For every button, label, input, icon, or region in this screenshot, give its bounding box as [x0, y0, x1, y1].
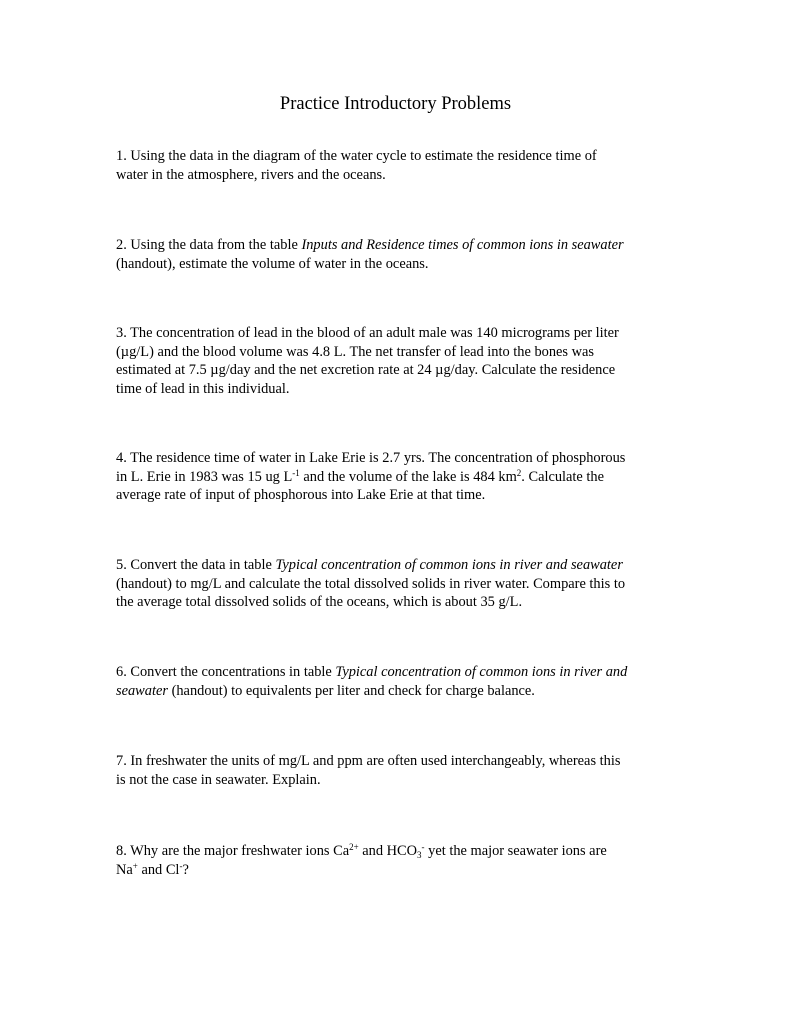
problem-2-table-title: Inputs and Residence times of common ions in seawater [301, 237, 624, 253]
problem-8-line-2 [116, 861, 686, 880]
problem-6 [116, 663, 686, 700]
problem-8-text-d: Na [116, 861, 133, 878]
problem-2-text: 2. Using the data from the table [116, 237, 302, 253]
problem-7-line-2: is not the case in seawater. Explain. [116, 771, 321, 788]
problem-5-line-1 [116, 556, 686, 575]
problem-8-text-f: ? [182, 861, 189, 878]
problem-8-text-b: and HCO [358, 843, 418, 859]
superscript-two-plus: 2+ [349, 842, 359, 852]
problem-8-text-e: and Cl [137, 861, 180, 878]
superscript-plus: + [132, 860, 138, 871]
problem-6-line-2 [116, 682, 686, 701]
superscript-two: 2 [516, 467, 522, 478]
problem-5 [116, 556, 686, 612]
problem-8-text-a: 8. Why are the major freshwater ions Ca [116, 843, 350, 859]
problem-7 [116, 752, 686, 789]
problem-3-line-3: estimated at 7.5 µg/day and the net excretion rate at 24 µg/day. Calculate the residence [116, 362, 616, 378]
problem-8-line-1 [116, 842, 686, 861]
problem-3-line-4: time of lead in this individual. [116, 380, 290, 397]
problem-4-line-3: average rate of input of phosphorous into Lake Erie at that time. [116, 487, 486, 503]
problem-8-text-c: yet the major seawater ions are [424, 843, 607, 859]
problem-4-text-b: and the volume of the lake is 484 km [299, 468, 517, 485]
problem-2-line-1 [116, 236, 686, 255]
problem-4-line-1: 4. The residence time of water in Lake Erie is 2.7 yrs. The concentration of phosphorous [116, 450, 626, 466]
page-title: Practice Introductory Problems [279, 94, 512, 114]
problem-5-line-2: (handout) to mg/L and calculate the total dissolved solids in river water. Compare this to [116, 575, 626, 592]
problem-6-text-b: (handout) to equivalents per liter and check for charge balance. [167, 682, 535, 699]
problem-4-line-2 [116, 468, 686, 487]
superscript-minus: - [421, 842, 425, 852]
problem-5-table-title: Typical concentration of common ions in river and seawater [275, 557, 623, 573]
problem-4-text-c: . Calculate the [521, 468, 604, 485]
problem-6-line-1 [116, 663, 686, 682]
problem-6-text: 6. Convert the concentrations in table [116, 664, 336, 680]
problem-4 [116, 449, 686, 505]
problem-5-text: 5. Convert the data in table [116, 557, 276, 573]
problem-1 [116, 147, 686, 184]
problem-1-line-2: water in the atmosphere, rivers and the oceans. [116, 166, 386, 183]
problem-5-line-3: the average total dissolved solids of the oceans, which is about 35 g/L. [116, 594, 523, 610]
problem-6-table-title: Typical concentration of common ions in river and [335, 664, 628, 680]
problem-7-line-1: 7. In freshwater the units of mg/L and ppm are often used interchangeably, whereas this [116, 753, 621, 769]
superscript-minus-chloride: - [179, 860, 183, 871]
superscript-minus-one: -1 [292, 467, 300, 478]
problem-3 [116, 324, 686, 398]
problem-2-line-2: (handout), estimate the volume of water in the oceans. [116, 255, 429, 272]
problem-3-line-1: 3. The concentration of lead in the blood of an adult male was 140 micrograms per liter [116, 325, 619, 341]
problem-8 [116, 842, 686, 879]
problem-2 [116, 236, 686, 273]
problem-6-table-title-cont: seawater [116, 682, 168, 699]
problem-4-text-a: in L. Erie in 1983 was 15 ug L [116, 468, 293, 485]
problem-3-line-2: (µg/L) and the blood volume was 4.8 L. The net transfer of lead into the bones was [116, 343, 594, 360]
subscript-three: 3 [417, 850, 422, 860]
problem-1-line-1: 1. Using the data in the diagram of the water cycle to estimate the residence time of [116, 148, 597, 164]
